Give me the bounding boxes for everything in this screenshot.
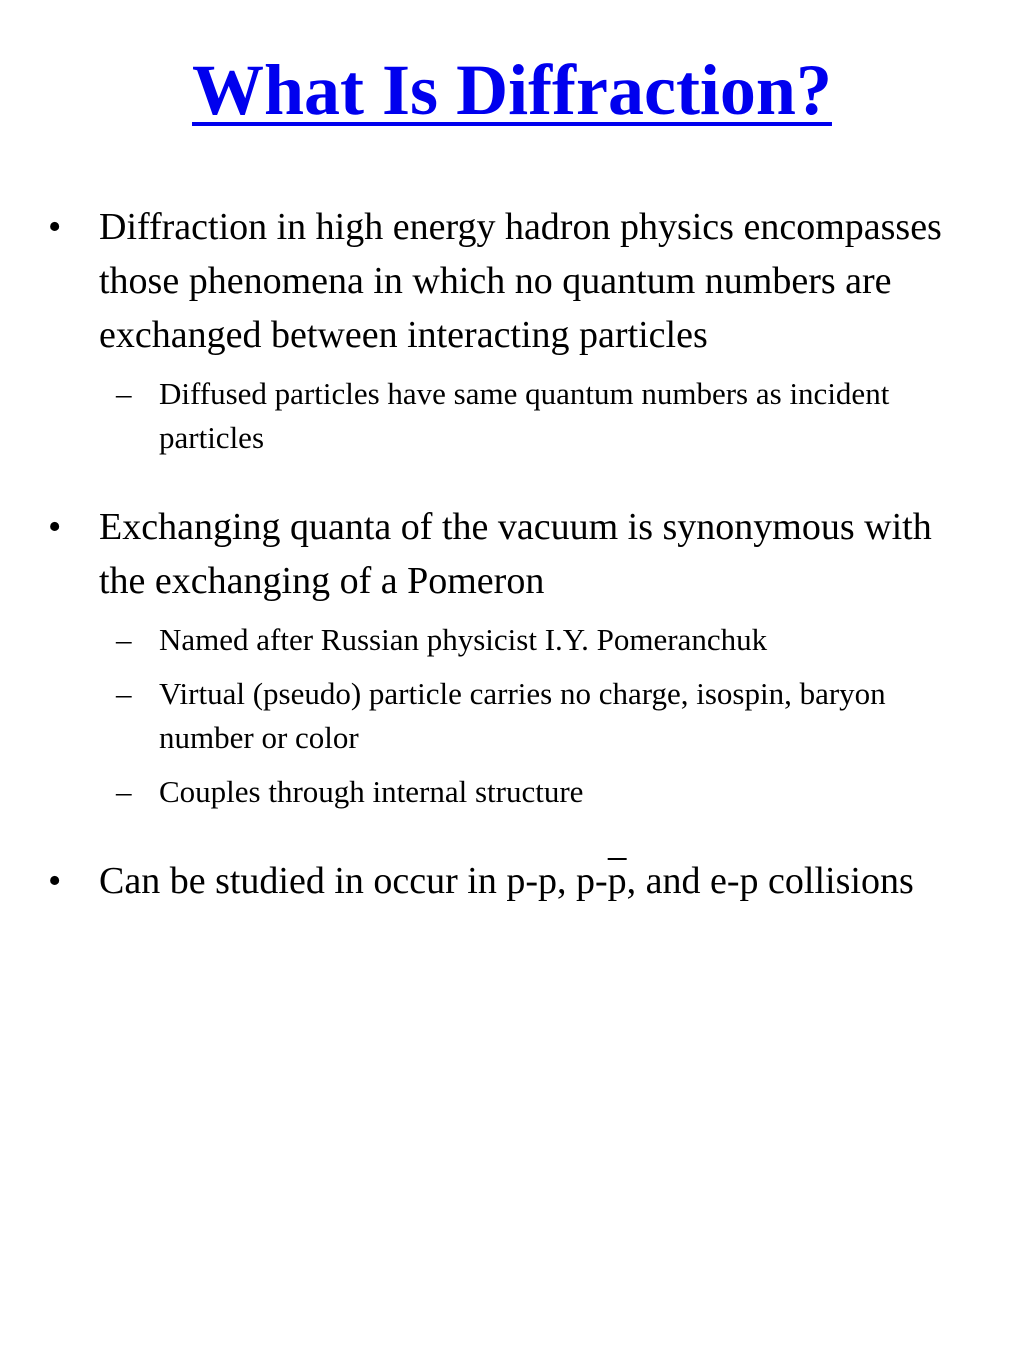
bullet-text xyxy=(99,860,914,902)
sub-bullet-item xyxy=(0,770,1024,814)
bullet-group-collisions xyxy=(0,854,1024,908)
antiproton-symbol: $\overline{p}$ xyxy=(607,860,627,902)
bullet-item xyxy=(0,500,1024,608)
sub-bullet-item xyxy=(0,672,1024,760)
sub-bullet-marker: – xyxy=(116,774,132,809)
sub-bullet-text: Diffused particles have same quantum numbers as incident particles xyxy=(159,376,890,455)
bullet-text-part: Can be studied in occur in p-p, p- xyxy=(99,860,608,902)
sub-bullet-marker: – xyxy=(116,376,132,411)
sub-bullet-text: Couples through internal structure xyxy=(159,774,584,809)
sub-bullet-item xyxy=(0,372,1024,460)
sub-bullet-item xyxy=(0,618,1024,662)
bullet-text: Exchanging quanta of the vacuum is synonymous with the exchanging of a Pomeron xyxy=(99,506,932,602)
bullet-marker: • xyxy=(48,206,62,248)
sub-bullet-text: Named after Russian physicist I.Y. Pomeranchuk xyxy=(159,622,768,657)
bullet-text-part: , and e-p collisions xyxy=(626,860,914,902)
bullet-marker: • xyxy=(48,860,62,902)
bullet-marker: • xyxy=(48,506,62,548)
bullet-item xyxy=(0,200,1024,362)
sub-bullet-text: Virtual (pseudo) particle carries no charge, isospin, baryon number or color xyxy=(159,676,886,755)
slide-title: What Is Diffraction? xyxy=(192,50,832,130)
bullet-group-pomeron xyxy=(0,500,1024,814)
bullet-text: Diffraction in high energy hadron physics encompasses those phenomena in which no quantum numbers are exchanged between interacting particles xyxy=(99,206,942,356)
bullet-group-diffraction xyxy=(0,200,1024,460)
bullet-list xyxy=(0,200,1024,908)
sub-bullet-marker: – xyxy=(116,622,132,657)
bullet-item xyxy=(0,854,1024,908)
sub-bullet-marker: – xyxy=(116,676,132,711)
